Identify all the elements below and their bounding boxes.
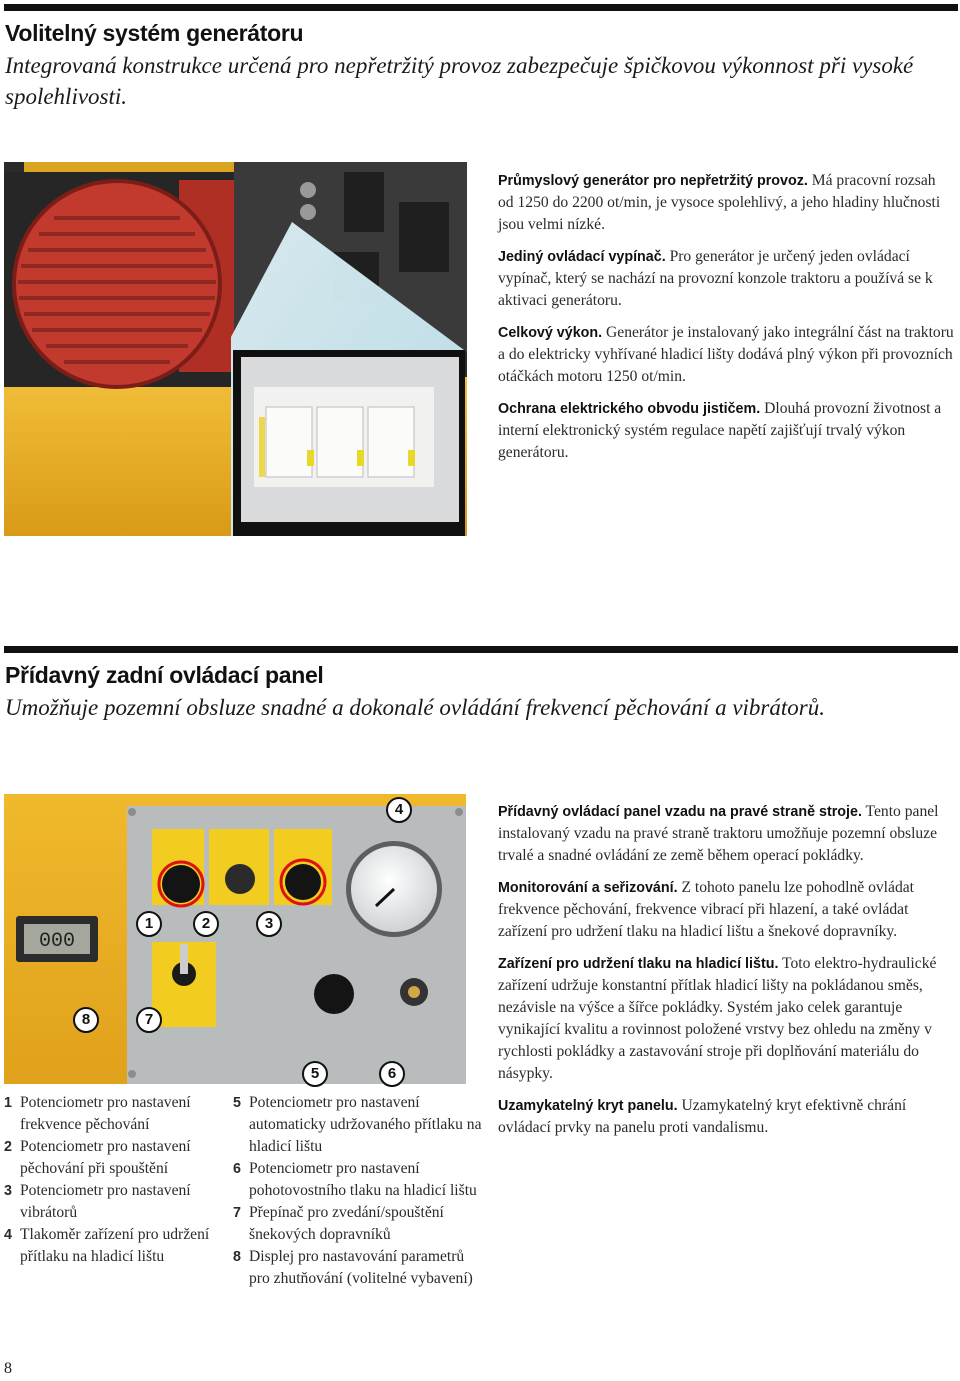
- paragraph: [498, 1095, 954, 1139]
- callout-1: 1: [136, 911, 162, 937]
- section-title: Volitelný systém generátoru: [5, 20, 304, 46]
- paragraph-lead: Přídavný ovládací panel vzadu na pravé straně stroje.: [498, 804, 862, 820]
- paragraph-body: Pro generátor je určený jeden ovládací vypínač, který se nachází na provozní konzole traktoru a používá se k aktivaci generátoru.: [498, 248, 933, 309]
- legend-text: Potenciometr pro nastavení pěchování při spouštění: [20, 1138, 191, 1177]
- legend-item: [4, 1224, 222, 1268]
- paragraph-body: Dlouhá provozní životnost a interní elektronický systém regulace napětí zajišťují trvalý výkon generátoru.: [498, 400, 942, 461]
- section-title: Přídavný zadní ovládací panel: [5, 662, 324, 688]
- paragraph: [498, 246, 954, 312]
- legend-item: [4, 1180, 222, 1224]
- generator-illustration: [4, 162, 467, 536]
- paragraph: [498, 322, 954, 388]
- control-panel-text: [498, 801, 954, 1149]
- section-subtitle: Integrovaná konstrukce určená pro nepřetržitý provoz zabezpečuje špičkovou výkonnost při vysoké spolehlivosti.: [5, 53, 914, 109]
- legend-text: Potenciometr pro nastavení vibrátorů: [20, 1182, 191, 1221]
- paragraph-body: Má pracovní rozsah od 1250 do 2200 ot/min, je vysoce spolehlivý, a jeho hladiny hlučnosti jsou velmi nízké.: [498, 172, 941, 233]
- legend-text: Tlakoměr zařízení pro udržení přítlaku na hladicí lištu: [20, 1226, 210, 1265]
- callout-6: 6: [379, 1061, 405, 1087]
- paragraph: [498, 398, 954, 464]
- display-readout: 000: [38, 930, 76, 953]
- legend-number: 7: [233, 1205, 241, 1221]
- control-panel-photo: [4, 794, 466, 1084]
- legend-item: [4, 1136, 222, 1180]
- paragraph-body: Uzamykatelný kryt efektivně chrání ovládací prvky na panelu proti vandalismu.: [498, 1097, 907, 1136]
- legend-number: 5: [233, 1095, 241, 1111]
- callout-4: 4: [386, 797, 412, 823]
- callout-7: 7: [136, 1007, 162, 1033]
- legend-right: [233, 1092, 483, 1290]
- paragraph: [498, 801, 954, 867]
- paragraph-lead: Celkový výkon.: [498, 325, 603, 341]
- paragraph-lead: Ochrana elektrického obvodu jističem.: [498, 401, 761, 417]
- legend-text: Potenciometr pro nastavení automaticky udržovaného přítlaku na hladicí lištu: [249, 1094, 482, 1155]
- legend-item: [233, 1246, 483, 1290]
- legend-text: Displej pro nastavování parametrů pro zhutňování (volitelné vybavení): [249, 1248, 473, 1287]
- paragraph-lead: Průmyslový generátor pro nepřetržitý provoz.: [498, 173, 808, 189]
- callout-5: 5: [302, 1061, 328, 1087]
- callout-2: 2: [193, 911, 219, 937]
- legend-number: 4: [4, 1227, 12, 1243]
- paragraph-body: Tento panel instalovaný vzadu na pravé straně traktoru umožňuje pozemní obsluze trvalé a snadné ovládání ze země během operací pokládky.: [498, 803, 939, 864]
- generator-text: [498, 170, 954, 474]
- legend-item: [233, 1202, 483, 1246]
- paragraph-body: Z tohoto panelu lze pohodlně ovládat frekvence pěchování, frekvence vibrací při hlazení, a také ovládat zařízení pro udržení tlaku na hladicí lištu a šnekové dopravníky.: [498, 879, 914, 940]
- paragraph: [498, 953, 954, 1085]
- section-subtitle: Umožňuje pozemní obsluze snadné a dokonalé ovládání frekvencí pěchování a vibrátorů.: [5, 695, 825, 720]
- paragraph-lead: Uzamykatelný kryt panelu.: [498, 1098, 678, 1114]
- legend-text: Přepínač pro zvedání/spouštění šnekových dopravníků: [249, 1204, 444, 1243]
- legend-left: [4, 1092, 222, 1268]
- paragraph: [498, 170, 954, 236]
- control-panel-illustration: [4, 794, 466, 1084]
- callout-3: 3: [256, 911, 282, 937]
- legend-item: [233, 1092, 483, 1158]
- legend-text: Potenciometr pro nastavení pohotovostního tlaku na hladicí lištu: [249, 1160, 477, 1199]
- legend-number: 1: [4, 1095, 12, 1111]
- section-rule: [4, 4, 958, 11]
- paragraph-lead: Monitorování a seřizování.: [498, 880, 678, 896]
- paragraph: [498, 877, 954, 943]
- legend-number: 6: [233, 1161, 241, 1177]
- legend-text: Potenciometr pro nastavení frekvence pěchování: [20, 1094, 191, 1133]
- paragraph-lead: Zařízení pro udržení tlaku na hladicí lištu.: [498, 956, 779, 972]
- legend-number: 3: [4, 1183, 12, 1199]
- callout-8: 8: [73, 1007, 99, 1033]
- paragraph-body: Toto elektro-hydraulické zařízení udržuje konstantní přítlak hladicí lišty na pokládanou směs, nezávisle na výšce a šířce pokládky. Systém jako celek garantuje vynikající kvalitu a rovinnost položené vrstvy bez ohledu na změny v rychlosti pokládky a zastavování stroje při doplňování materiálu do násypky.: [498, 955, 937, 1082]
- section-rule: [4, 646, 958, 653]
- legend-item: [233, 1158, 483, 1202]
- legend-number: 8: [233, 1249, 241, 1265]
- legend-item: [4, 1092, 222, 1136]
- paragraph-lead: Jediný ovládací vypínač.: [498, 249, 666, 265]
- page-number: 8: [4, 1360, 12, 1377]
- legend-number: 2: [4, 1139, 12, 1155]
- generator-photo: [4, 162, 467, 536]
- paragraph-body: Generátor je instalovaný jako integrální část na traktoru a do elektricky vyhřívané hladicí lišty dodává plný výkon při provozních otáčkách motoru 1250 ot/min.: [498, 324, 954, 385]
